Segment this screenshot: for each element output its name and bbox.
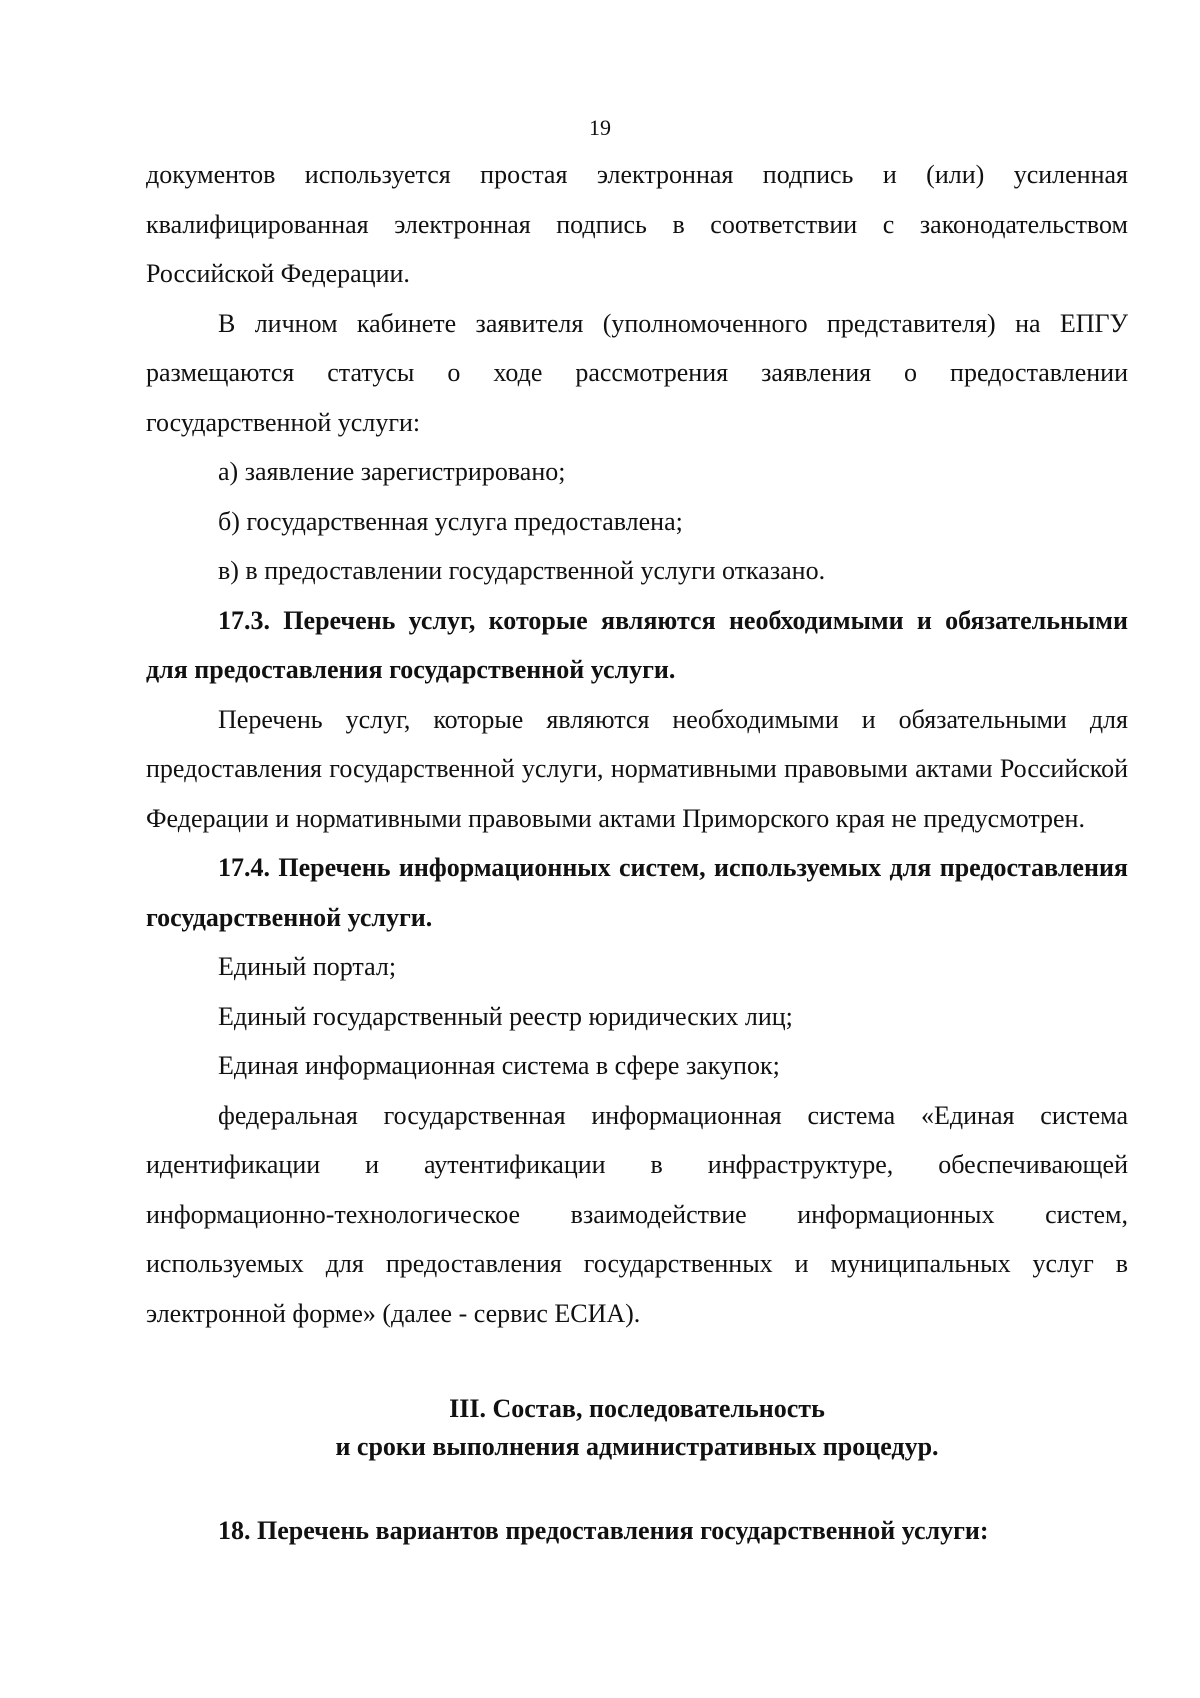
list-item-portal: Единый портал; bbox=[218, 952, 397, 981]
section-title-line-1: III. Состав, последовательность bbox=[449, 1394, 825, 1423]
list-item-a: а) заявление зарегистрировано; bbox=[218, 457, 566, 486]
list-item-procurement: Единая информационная система в сфере закупок; bbox=[218, 1051, 780, 1080]
page-number: 19 bbox=[589, 115, 611, 140]
paragraph-statuses-intro: В личном кабинете заявителя (уполномоченного представителя) на ЕПГУ размещаются статусы о ходе рассмотрения заявления о предоставлении государственной услуги: bbox=[146, 308, 1128, 437]
heading-17-3: 17.3. Перечень услуг, которые являются необходимыми и обязательными для предоставления государственной услуги. bbox=[146, 605, 1128, 684]
list-item-b: б) государственная услуга предоставлена; bbox=[218, 506, 683, 536]
document-body bbox=[146, 150, 1128, 1556]
list-item-v: в) в предоставлении государственной услуги отказано. bbox=[218, 556, 826, 585]
section-title-line-2: и сроки выполнения административных процедур. bbox=[335, 1432, 939, 1461]
heading-17-4: 17.4. Перечень информационных систем, используемых для предоставления государственной услуги. bbox=[146, 853, 1128, 932]
heading-18: 18. Перечень вариантов предоставления государственной услуги: bbox=[218, 1516, 989, 1545]
list-item-registry: Единый государственный реестр юридических лиц; bbox=[218, 1001, 793, 1031]
paragraph-signature: документов используется простая электронная подпись и (или) усиленная квалифицированная электронная подпись в соответствии с законодательством Российской Федерации. bbox=[146, 160, 1128, 288]
paragraph-esia: федеральная государственная информационная система «Единая система идентификации и аутентификации в инфраструктуре, обеспечивающей информационно-технологическое взаимодействие информационных систем, используемых для предоставления государственных и муниципальных услуг в электронной форме» (далее - сервис ЕСИА). bbox=[146, 1100, 1128, 1328]
paragraph-services-list: Перечень услуг, которые являются необходимыми и обязательными для предоставления государственной услуги, нормативными правовыми актами Российской Федерации и нормативными правовыми актами Приморского края не предусмотрен. bbox=[146, 704, 1128, 833]
